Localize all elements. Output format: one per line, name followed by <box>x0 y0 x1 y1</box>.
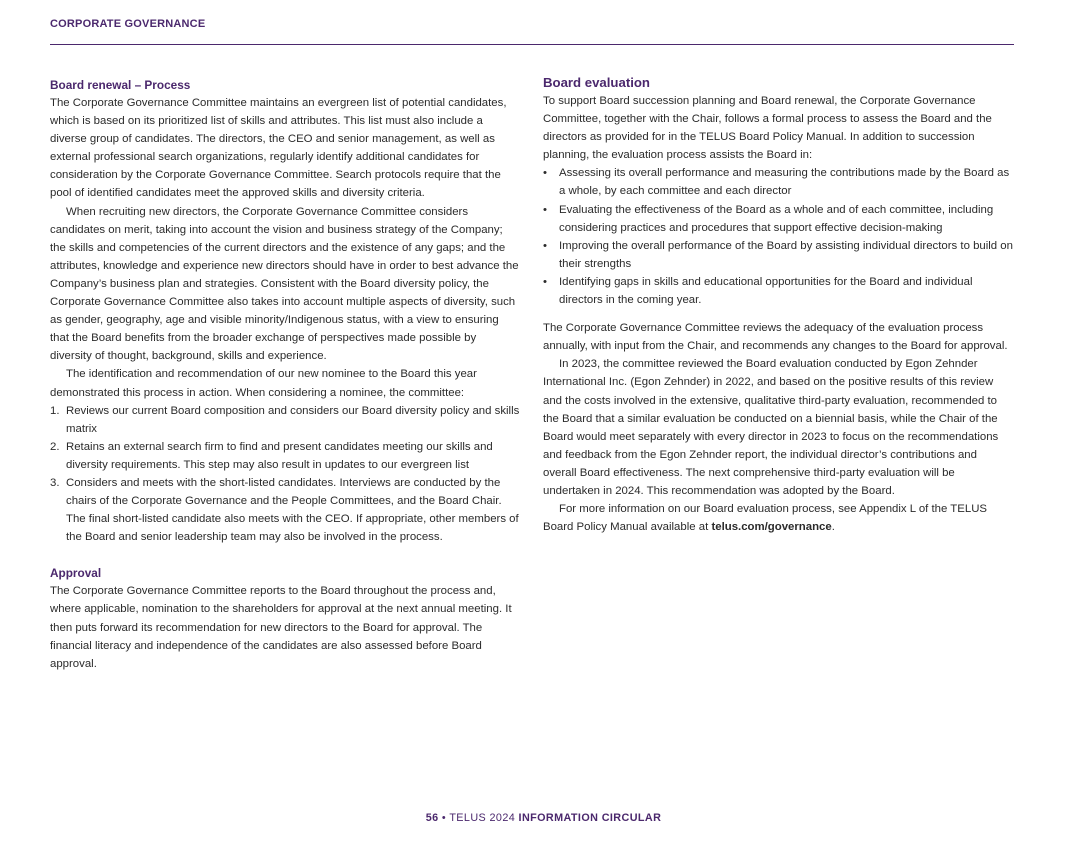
board-evaluation-heading: Board evaluation <box>543 75 650 90</box>
page-footer <box>0 812 1087 824</box>
governance-link[interactable]: telus.com/governance <box>711 521 832 534</box>
list-number: 3. <box>50 476 60 489</box>
list-item <box>543 273 1013 309</box>
year-2023-paragraph: In 2023, the committee reviewed the Board evaluation conducted by Egon Zehnder International Inc. (Egon Zehnder) in 2022, and based on the positive results of this review and the costs involved in the extensive, qualitative third-party evaluation, recommended to the Board that a similar evaluation be conducted on a biennial basis, while the Chair of the Board would meet separately with every director in 2023 to focus on the recommendations and feedback from the Egon Zehnder report, the individual director’s contributions and overall Board effectiveness. The next comprehensive third-party evaluation will be undertaken in 2024. This recommendation was adopted by the Board. <box>543 358 999 497</box>
list-item <box>50 438 520 474</box>
board-renewal-heading: Board renewal – Process <box>50 78 191 92</box>
list-item-text: Considers and meets with the short-listed candidates. Interviews are conducted by the chairs of the Corporate Governance and the People Committees, and the Board Chair. The final short-listed candidate also meets with the CEO. If appropriate, other members of the Board and senior leadership team may also be involved in the process. <box>66 476 519 544</box>
page-number: 56 <box>425 812 439 824</box>
header-divider <box>50 44 1014 45</box>
footer-doc-prefix: TELUS 2024 <box>449 812 516 824</box>
list-item <box>50 402 520 438</box>
bullet-icon: • <box>543 167 547 180</box>
list-item-text: Improving the overall performance of the Board by assisting individual directors to build on their strengths <box>559 239 1013 270</box>
list-number: 1. <box>50 404 60 417</box>
list-number: 2. <box>50 440 60 453</box>
list-item-text: Assessing its overall performance and measuring the contributions made by the Board as a whole, by each committee and each director <box>559 167 1010 198</box>
right-column <box>543 74 1013 536</box>
evaluation-intro-paragraph: To support Board succession planning and Board renewal, the Corporate Governance Committee, together with the Chair, follows a formal process to assess the Board and the directors as provided for in the TELUS Board Policy Manual. In addition to succession planning, the evaluation process assists the Board in: <box>543 95 992 162</box>
list-item-text: Identifying gaps in skills and educational opportunities for the Board and individual directors in the coming year. <box>559 275 973 307</box>
renewal-paragraph-2: When recruiting new directors, the Corporate Governance Committee considers candidates on merit, taking into account the vision and business strategy of the Company; the skills and competencies of the current directors and the existence of any gaps; and the attributes, knowledge and experience new directors should have in order to best advance the Company’s business plan and strategies. Consistent with the Board diversity policy, the Corporate Governance Committee also takes into account multiple aspects of diversity, such as gender, geography, age and visible minority/Indigenous status, with a view to ensuring that the Board benefits from the broader exchange of perspectives made possible by diversity of thought, background, skills and experience. <box>50 205 519 363</box>
list-item <box>543 201 1013 237</box>
approval-heading: Approval <box>50 566 102 581</box>
renewal-paragraph-1: The Corporate Governance Committee maintains an evergreen list of potential candidates, which is based on its prioritized list of skills and attributes. This list must also include a diverse group of candidates. The directors, the CEO and senior management, as well as external professional search organizations, regularly identify additional candidates for consideration by the Corporate Governance Committee. Search protocols require that the pool of identified candidates meet the approved skills and diversity criteria. <box>50 97 507 200</box>
bullet-icon: • <box>543 275 547 288</box>
footer-separator: • <box>441 812 447 824</box>
list-item <box>543 237 1013 273</box>
review-paragraph: The Corporate Governance Committee reviews the adequacy of the evaluation process annually, with input from the Chair, and recommends any changes to the Board for approval. <box>543 322 1008 353</box>
evaluation-bullets-list <box>543 164 1013 309</box>
more-info-text: For more information on our Board evaluation process, see Appendix L of the TELUS Board Policy Manual available at <box>543 503 988 534</box>
more-info-paragraph <box>543 500 1013 536</box>
list-item-text: Retains an external search firm to find and present candidates meeting our skills and diversity requirements. This step may also result in updates to our evergreen list <box>66 440 493 471</box>
list-item-text: Evaluating the effectiveness of the Board as a whole and of each committee, including considering practices and procedures that support effective decision-making <box>559 203 994 234</box>
left-column <box>50 76 520 673</box>
footer-doc-title: INFORMATION CIRCULAR <box>518 812 662 824</box>
bullet-icon: • <box>543 203 547 216</box>
list-item <box>50 474 520 546</box>
list-item-text: Reviews our current Board composition and considers our Board diversity policy and skills matrix <box>66 404 520 435</box>
nominee-steps-list <box>50 402 520 547</box>
bullet-icon: • <box>543 239 547 252</box>
list-item <box>543 164 1013 200</box>
approval-paragraph: The Corporate Governance Committee reports to the Board throughout the process and, where applicable, nomination to the shareholders for approval at the next annual meeting. It then puts forward its recommendation for new directors to the Board for approval. The financial literacy and independence of the candidates are also assessed before Board approval. <box>50 585 512 670</box>
more-info-suffix: . <box>831 521 835 534</box>
section-label: CORPORATE GOVERNANCE <box>50 18 206 30</box>
renewal-paragraph-3: The identification and recommendation of our new nominee to the Board this year demonstrated this process in action. When considering a nominee, the committee: <box>50 368 477 399</box>
